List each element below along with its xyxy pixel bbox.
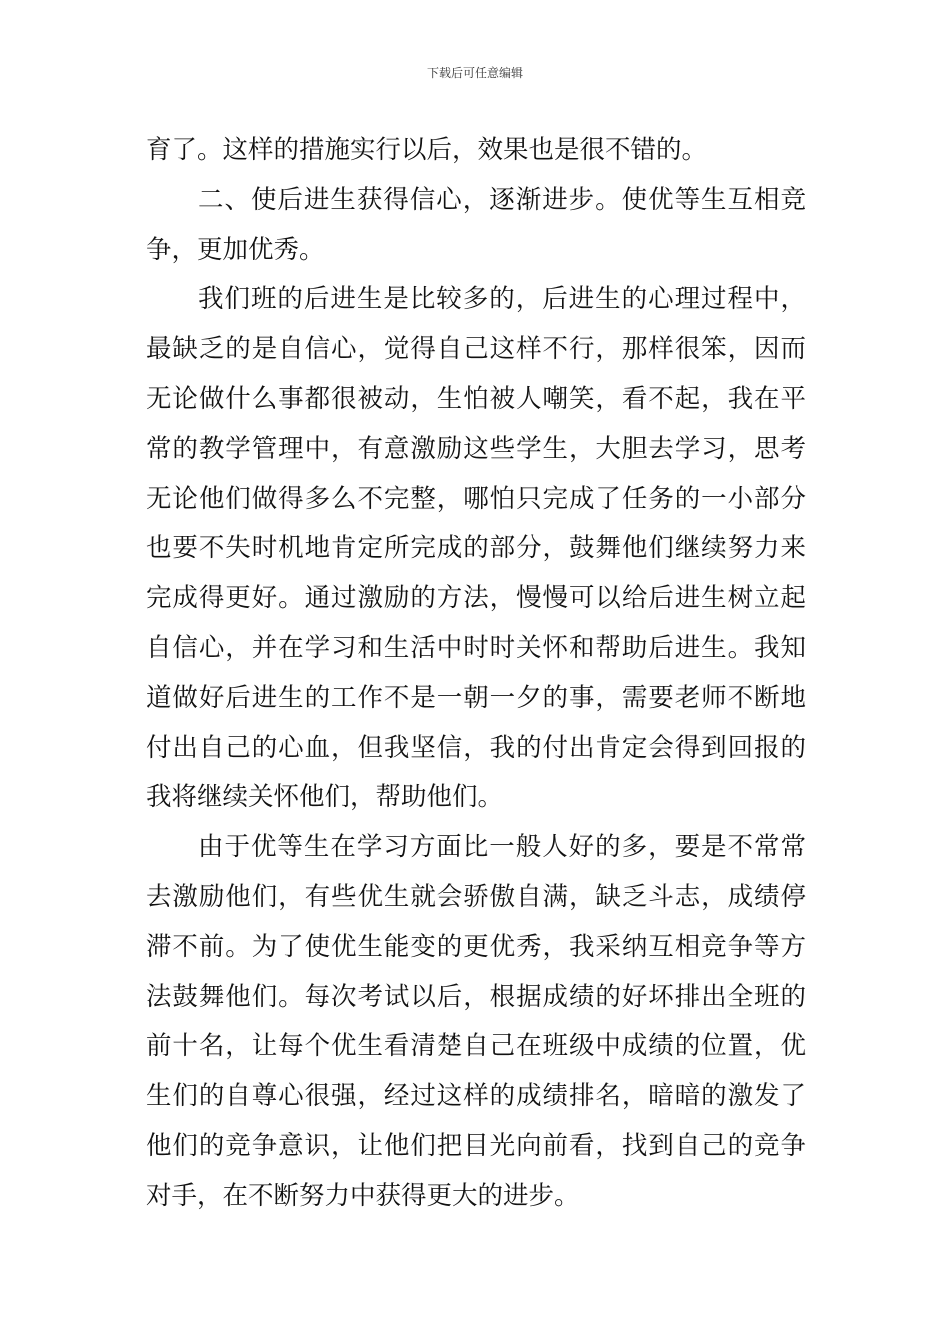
text-line: 我们班的后进生是比较多的，后进生的心理过程中， bbox=[198, 284, 806, 315]
text-line: 我将继续关怀他们，帮助他们。 bbox=[146, 782, 504, 813]
text-line: 完成得更好。通过激励的方法，慢慢可以给后进生树立起 bbox=[146, 583, 806, 614]
document-body bbox=[146, 126, 806, 1222]
text-line: 二、使后进生获得信心，逐渐进步。使优等生互相竞 bbox=[198, 184, 806, 215]
text-line: 无论做什么事都很被动，生怕被人嘲笑，看不起，我在平 bbox=[146, 383, 806, 414]
text-line: 最缺乏的是自信心，觉得自己这样不行，那样很笨，因而 bbox=[146, 334, 806, 365]
text-line: 生们的自尊心很强，经过这样的成绩排名，暗暗的激发了 bbox=[146, 1081, 806, 1112]
text-line: 也要不失时机地肯定所完成的部分，鼓舞他们继续努力来 bbox=[146, 533, 806, 564]
page-header-note: 下载后可任意编辑 bbox=[426, 66, 523, 80]
text-line: 付出自己的心血，但我坚信，我的付出肯定会得到回报的 bbox=[146, 732, 806, 763]
text-line: 道做好后进生的工作不是一朝一夕的事，需要老师不断地 bbox=[146, 682, 806, 713]
text-line: 前十名，让每个优生看清楚自己在班级中成绩的位置，优 bbox=[146, 1031, 806, 1062]
text-line: 对手，在不断努力中获得更大的进步。 bbox=[146, 1180, 580, 1211]
text-line: 由于优等生在学习方面比一般人好的多，要是不常常 bbox=[198, 832, 806, 863]
text-line: 育了。这样的措施实行以后，效果也是很不错的。 bbox=[146, 135, 708, 165]
text-line: 去激励他们，有些优生就会骄傲自满，缺乏斗志，成绩停 bbox=[146, 881, 806, 912]
text-line: 无论他们做得多么不完整，哪怕只完成了任务的一小部分 bbox=[146, 483, 806, 514]
text-line: 争，更加优秀。 bbox=[146, 234, 325, 265]
text-line: 他们的竞争意识，让他们把目光向前看，找到自己的竞争 bbox=[146, 1130, 806, 1161]
text-line: 滞不前。为了使优生能变的更优秀，我采纳互相竞争等方 bbox=[146, 931, 806, 962]
text-line: 常的教学管理中，有意激励这些学生，大胆去学习，思考 bbox=[146, 433, 806, 464]
text-line: 法鼓舞他们。每次考试以后，根据成绩的好坏排出全班的 bbox=[146, 981, 806, 1012]
text-line: 自信心，并在学习和生活中时时关怀和帮助后进生。我知 bbox=[146, 632, 806, 663]
